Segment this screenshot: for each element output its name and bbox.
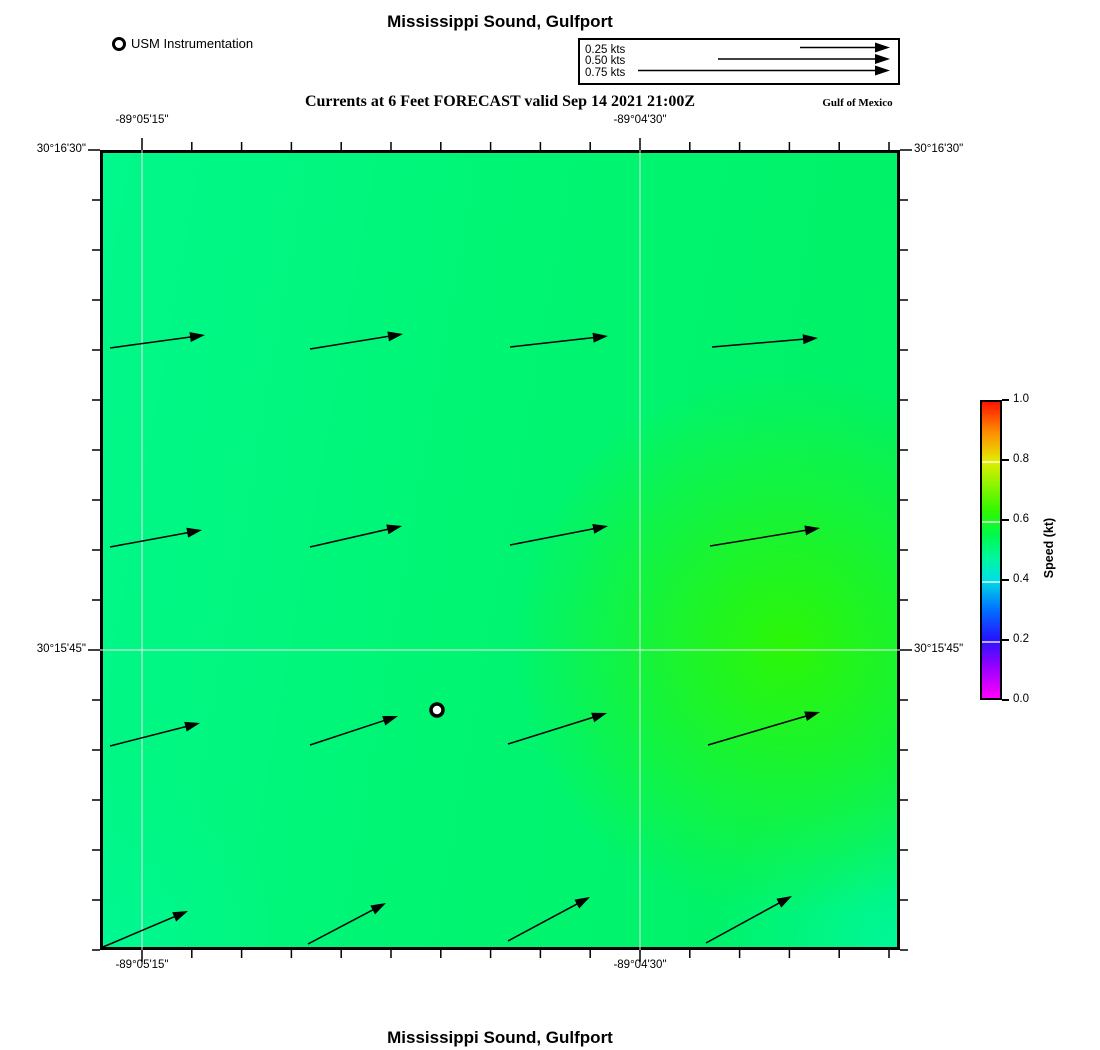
region-label: Gulf of Mexico bbox=[822, 97, 893, 109]
map-area bbox=[100, 150, 900, 950]
lon-tick-label: -89°05'15" bbox=[115, 114, 169, 126]
lat-tick-label: 30°15'45" bbox=[914, 643, 964, 655]
lat-tick-label: 30°16'30" bbox=[914, 143, 964, 155]
colorbar-gridline bbox=[982, 521, 1000, 523]
colorbar-tick bbox=[1002, 699, 1009, 701]
lat-tick-label: 30°15'45" bbox=[36, 643, 86, 655]
station-marker-icon bbox=[112, 37, 126, 51]
colorbar-gridline bbox=[982, 641, 1000, 643]
colorbar-gridline bbox=[982, 461, 1000, 463]
colorbar-tick bbox=[1002, 399, 1009, 401]
colorbar-axis-label: Speed (kt) bbox=[1042, 517, 1056, 579]
lon-tick-label: -89°04'30" bbox=[613, 114, 667, 126]
colorbar-tick-label: 0.2 bbox=[1013, 633, 1029, 645]
colorbar-tick-label: 0.8 bbox=[1013, 453, 1029, 465]
colorbar-tick bbox=[1002, 459, 1009, 461]
colorbar-tick-label: 0.6 bbox=[1013, 513, 1029, 525]
colorbar-tick-label: 0.4 bbox=[1013, 573, 1029, 585]
scale-legend-label: 0.75 kts bbox=[585, 66, 626, 79]
speed-scale-legend bbox=[578, 38, 900, 85]
lat-tick-label: 30°16'30" bbox=[36, 143, 86, 155]
station-legend bbox=[112, 36, 253, 51]
scale-legend-label: 0.50 kts bbox=[585, 55, 626, 67]
colorbar-tick-label: 0.0 bbox=[1013, 693, 1029, 705]
lon-tick-label: -89°05'15" bbox=[115, 959, 169, 971]
colorbar-gridline bbox=[982, 581, 1000, 583]
bottom-title: Mississippi Sound, Gulfport bbox=[387, 1028, 613, 1047]
colorbar-tick bbox=[1002, 519, 1009, 521]
speed-colorbar bbox=[980, 400, 1002, 700]
colorbar-tick-label: 1.0 bbox=[1013, 393, 1029, 405]
scale-legend-label: 0.25 kts bbox=[585, 43, 626, 56]
lon-tick-label: -89°04'30" bbox=[613, 959, 667, 971]
station-legend-label: USM Instrumentation bbox=[131, 36, 254, 51]
colorbar-tick bbox=[1002, 579, 1009, 581]
colorbar-tick bbox=[1002, 639, 1009, 641]
page-title: Mississippi Sound, Gulfport bbox=[387, 12, 613, 31]
forecast-subtitle: Currents at 6 Feet FORECAST valid Sep 14 2021 21:00Z bbox=[304, 93, 696, 110]
